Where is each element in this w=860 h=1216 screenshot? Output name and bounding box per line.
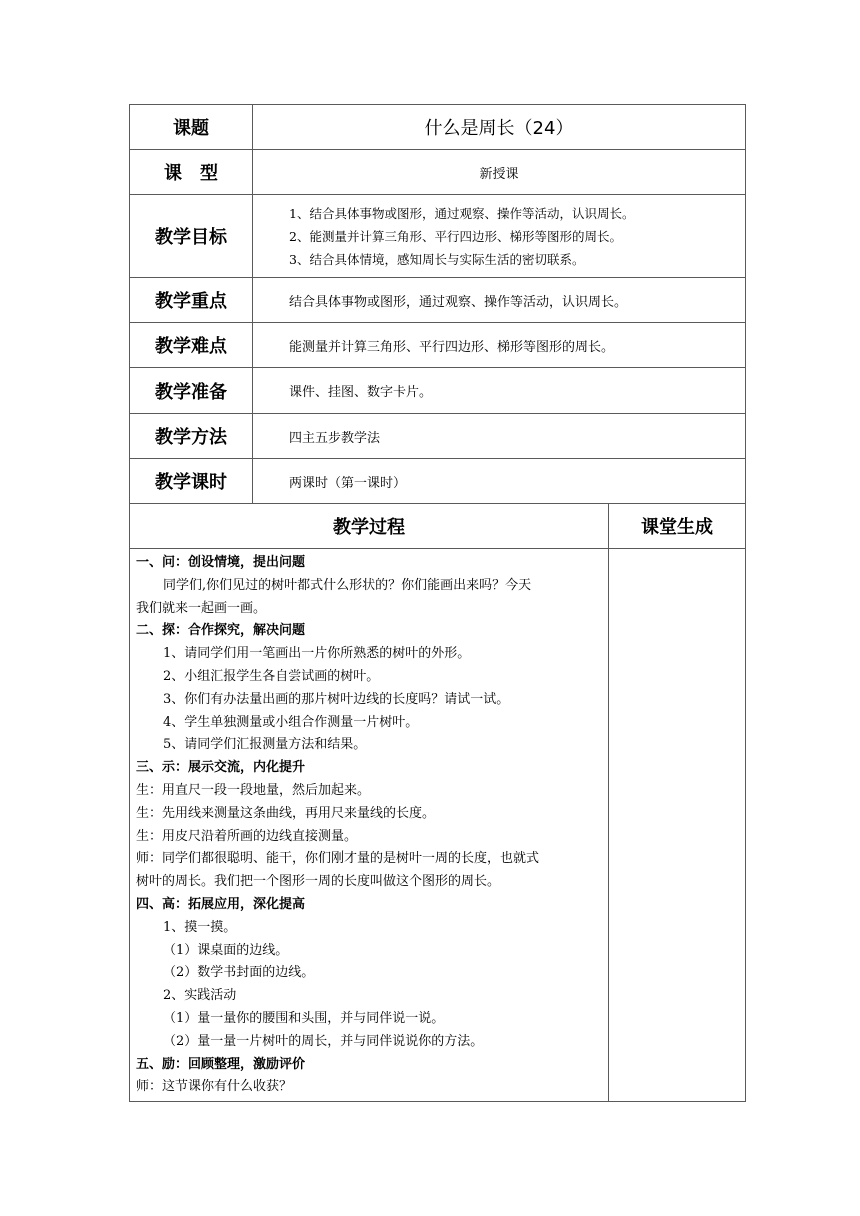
row-hours <box>130 459 746 504</box>
process-header: 教学过程 <box>130 504 609 549</box>
hours-label: 教学课时 <box>130 459 253 504</box>
method-value: 四主五步教学法 <box>253 414 746 459</box>
process-line: 4、学生单独测量或小组合作测量一片树叶。 <box>163 714 419 730</box>
row-type <box>130 150 746 195</box>
difficulty-label: 教学难点 <box>130 323 253 368</box>
process-line: 1、摸一摸。 <box>163 919 237 935</box>
process-line: （1）课桌面的边线。 <box>163 942 289 958</box>
side-header: 课堂生成 <box>609 504 746 549</box>
process-header-row <box>130 504 746 549</box>
process-line: 树叶的周长。我们把一个图形一周的长度叫做这个图形的周长。 <box>136 874 501 890</box>
goal-item: 1、结合具体事物或图形，通过观察、操作等活动，认识周长。 <box>289 205 635 221</box>
topic-label: 课题 <box>130 105 253 150</box>
row-goals <box>130 195 746 278</box>
section-heading: 四、高：拓展应用，深化提高 <box>136 896 306 912</box>
goal-item: 2、能测量并计算三角形、平行四边形、梯形等图形的周长。 <box>289 228 622 244</box>
method-label: 教学方法 <box>130 414 253 459</box>
process-line: 师：这节课你有什么收获？ <box>136 1079 293 1095</box>
topic-value: 什么是周长（24） <box>253 105 746 150</box>
process-line: （2）量一量一片树叶的周长，并与同伴说说你的方法。 <box>163 1033 484 1049</box>
key-label: 教学重点 <box>130 278 253 323</box>
process-body <box>130 549 609 1102</box>
process-line: 生：用直尺一段一段地量，然后加起来。 <box>136 782 371 798</box>
process-line: 生：用皮尺沿着所画的边线直接测量。 <box>136 828 358 844</box>
process-line: 我们就来一起画一画。 <box>136 600 267 616</box>
process-body-row <box>130 549 746 1102</box>
section-heading: 二、探：合作探究，解决问题 <box>136 623 306 639</box>
row-prep <box>130 368 746 414</box>
row-method <box>130 414 746 459</box>
process-line: （1）量一量你的腰围和头围，并与同伴说一说。 <box>163 1010 445 1026</box>
section-heading: 一、问：创设情境，提出问题 <box>136 555 306 570</box>
goal-item: 3、结合具体情境，感知周长与实际生活的密切联系。 <box>289 251 585 267</box>
process-line: 同学们,你们见过的树叶都式什么形状的？你们能画出来吗？今天 <box>163 577 532 593</box>
process-line: 师：同学们都很聪明、能干，你们刚才量的是树叶一周的长度，也就式 <box>136 851 540 867</box>
row-topic <box>130 105 746 150</box>
process-table <box>129 503 746 1102</box>
process-lines <box>136 552 602 1099</box>
side-body <box>609 549 746 1102</box>
process-line: 2、实践活动 <box>163 988 237 1004</box>
difficulty-value: 能测量并计算三角形、平行四边形、梯形等图形的周长。 <box>253 323 746 368</box>
process-line: （2）数学书封面的边线。 <box>163 965 315 981</box>
hours-value: 两课时（第一课时） <box>253 459 746 504</box>
lesson-plan-page <box>129 104 746 1102</box>
goals-label: 教学目标 <box>130 195 253 278</box>
lesson-info-table <box>129 104 746 504</box>
section-heading: 三、示：展示交流，内化提升 <box>136 760 306 776</box>
process-line: 5、请同学们汇报测量方法和结果。 <box>163 737 367 753</box>
process-line: 3、你们有办法量出画的那片树叶边线的长度吗？请试一试。 <box>163 691 510 707</box>
row-difficulty <box>130 323 746 368</box>
prep-label: 教学准备 <box>130 368 253 414</box>
process-line: 生：先用线来测量这条曲线，再用尺来量线的长度。 <box>136 805 436 821</box>
key-value: 结合具体事物或图形，通过观察、操作等活动，认识周长。 <box>253 278 746 323</box>
section-heading: 五、励：回顾整理，激励评价 <box>136 1056 306 1072</box>
type-label: 课 型 <box>130 150 253 195</box>
prep-value: 课件、挂图、数字卡片。 <box>253 368 746 414</box>
row-key <box>130 278 746 323</box>
process-line: 1、请同学们用一笔画出一片你所熟悉的树叶的外形。 <box>163 646 471 662</box>
process-line: 2、小组汇报学生各自尝试画的树叶。 <box>163 668 380 684</box>
type-value: 新授课 <box>253 150 746 195</box>
goals-value <box>253 195 746 278</box>
